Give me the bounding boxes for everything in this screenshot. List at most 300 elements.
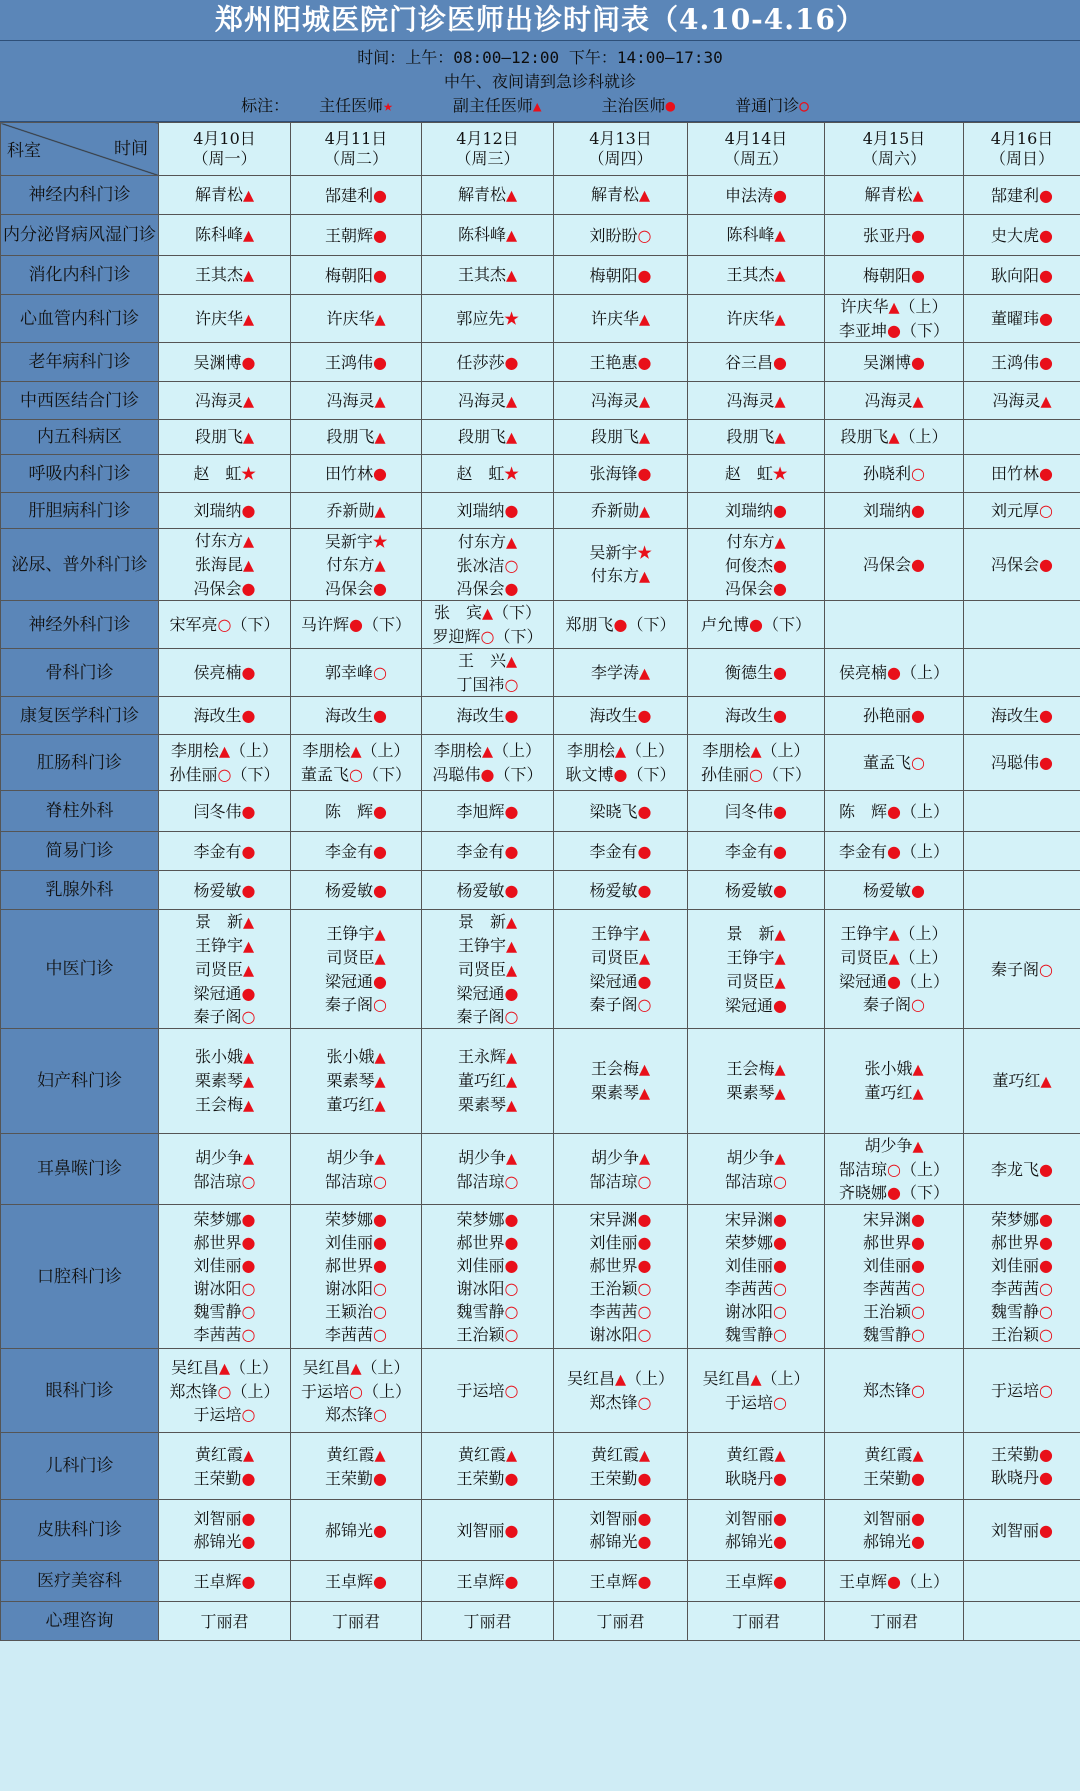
- rank-mark-icon: ●: [1039, 1209, 1053, 1229]
- doctor-entry: 吴红昌▲（上）: [302, 1357, 410, 1377]
- rank-mark-icon: ▲: [505, 187, 518, 204]
- doctor-entry: 田竹林●: [991, 464, 1053, 483]
- doctor-entry: 解青松▲: [457, 185, 518, 204]
- rank-mark-icon: ○: [349, 1381, 363, 1401]
- day-weekday: （周四）: [588, 149, 653, 168]
- schedule-cell: [422, 493, 554, 529]
- schedule-cell: [688, 1134, 825, 1205]
- schedule-cell: [964, 910, 1080, 1029]
- rank-mark-icon: ▲: [638, 664, 651, 682]
- schedule-cell: [688, 455, 825, 493]
- rank-mark-icon: ▲: [242, 1149, 255, 1167]
- schedule-cell: [159, 176, 291, 215]
- rank-mark-icon: ▲: [374, 502, 386, 520]
- doctor-entry: 郜建利●: [991, 185, 1053, 205]
- doctor-entry: 赵 虹★: [724, 464, 788, 483]
- rank-mark-icon: ○: [373, 1278, 387, 1298]
- doctor-entry: 黄红霞▲: [457, 1444, 518, 1464]
- dept-row: [1, 343, 1080, 382]
- doctor-entry: 王荣勤●: [991, 1445, 1053, 1464]
- rank-mark-icon: ▲: [374, 310, 386, 328]
- rank-mark-icon: ▲: [505, 914, 518, 931]
- rank-mark-icon: ●: [241, 706, 256, 725]
- schedule-cell: [291, 1561, 422, 1602]
- doctor-entry: 秦子阁○: [325, 995, 387, 1014]
- doctor-entry: 王朝辉●: [325, 225, 387, 245]
- schedule-cell: [291, 493, 422, 529]
- schedule-cell: [825, 1433, 964, 1500]
- doctor-entry: 冯海灵▲: [326, 390, 386, 410]
- rank-mark-icon: ●: [373, 1571, 387, 1591]
- doctor-entry: 解青松▲: [864, 185, 924, 204]
- doctor-entry: 董巧红▲: [457, 1071, 518, 1090]
- rank-mark-icon: ▲: [242, 429, 255, 446]
- doctor-entry: 王卓辉●: [193, 1571, 256, 1591]
- schedule-cell: [825, 601, 964, 649]
- rank-mark-icon: ●: [887, 321, 901, 340]
- schedule-cell: [688, 1205, 825, 1349]
- rank-mark-icon: ○: [911, 1301, 925, 1321]
- schedule-cell: [291, 1602, 422, 1641]
- doctor-entry: 栗素琴▲: [326, 1071, 386, 1090]
- schedule-cell: [554, 215, 688, 256]
- schedule-cell: [688, 735, 825, 791]
- doctor-entry: 司贤臣▲: [194, 960, 255, 979]
- rank-mark-icon: ▲: [638, 310, 651, 328]
- doctor-entry: 黄红霞▲: [726, 1444, 786, 1464]
- doctor-entry: 孙佳丽○（下）: [169, 765, 280, 784]
- legend-label: 主治医师: [601, 96, 666, 115]
- rank-mark-icon: ●: [241, 1509, 256, 1528]
- schedule-cell: [291, 529, 422, 601]
- doctor-entry: 李茜茜○: [725, 1278, 787, 1298]
- schedule-cell: [422, 1500, 554, 1561]
- doctor-entry: 刘智丽●: [863, 1509, 925, 1528]
- rank-mark-icon: ●: [637, 880, 652, 900]
- schedule-cell: [422, 910, 554, 1029]
- rank-mark-icon: ▲: [638, 429, 651, 446]
- doctor-entry: 张 宾▲（下）: [433, 603, 542, 622]
- schedule-cell: [159, 295, 291, 343]
- doctor-entry: 李学涛▲: [590, 662, 651, 682]
- schedule-cell: [291, 735, 422, 791]
- rank-mark-icon: ▲: [1040, 392, 1052, 410]
- doctor-entry: 梅朝阳●: [863, 265, 925, 285]
- doctor-entry: 王卓辉●: [325, 1571, 387, 1591]
- doctor-entry: 秦子阁○: [456, 1007, 519, 1026]
- rank-mark-icon: ▲: [242, 187, 255, 204]
- doctor-entry: 谢冰阳○: [325, 1278, 387, 1298]
- schedule-cell: [159, 601, 291, 649]
- rank-mark-icon: ○: [911, 464, 925, 483]
- doctor-entry: 梁冠通●: [456, 984, 519, 1003]
- schedule-cell: [554, 1602, 688, 1641]
- rank-mark-icon: ●: [773, 1255, 787, 1275]
- schedule-cell: [688, 601, 825, 649]
- schedule-cell: [422, 1561, 554, 1602]
- rank-mark-icon: ●: [504, 880, 519, 900]
- schedule-cell: [688, 832, 825, 871]
- rank-mark-icon: ○: [504, 675, 519, 694]
- schedule-cell: [159, 735, 291, 791]
- rank-mark-icon: ●: [504, 1571, 519, 1591]
- doctor-entry: 郝锦光●: [325, 1520, 387, 1540]
- doctor-entry: 李金有●: [589, 841, 652, 861]
- schedule-cell: [422, 832, 554, 871]
- rank-mark-icon: ▲: [774, 1446, 786, 1464]
- rank-mark-icon: ●: [1039, 555, 1053, 574]
- schedule-cell: [825, 697, 964, 735]
- doctor-entry: 王治颖○: [456, 1324, 519, 1344]
- schedule-cell: [825, 1500, 964, 1561]
- rank-mark-icon: ●: [773, 706, 787, 725]
- doctor-entry: 于运培○: [456, 1381, 519, 1400]
- rank-mark-icon: ●: [241, 1468, 256, 1488]
- doctor-entry: 田竹林●: [325, 464, 387, 483]
- doctor-entry: 司贤臣▲: [326, 948, 386, 967]
- doctor-entry: 王铮宇▲（上）: [840, 924, 948, 943]
- doctor-entry: 孙艳丽●: [863, 706, 925, 725]
- rank-mark-icon: ▲: [242, 310, 255, 328]
- rank-mark-icon: ▲: [242, 557, 255, 574]
- rank-mark-icon: ▲: [374, 1049, 386, 1066]
- rank-mark-icon: ▲: [912, 187, 924, 204]
- schedule-cell: [422, 649, 554, 697]
- doctor-entry: 魏雪静○: [456, 1301, 519, 1321]
- doctor-entry: 栗素琴▲: [726, 1083, 786, 1102]
- doctor-entry: 荣梦娜●: [456, 1209, 519, 1229]
- schedule-cell: [688, 256, 825, 295]
- doctor-entry: 郝世界●: [863, 1232, 925, 1252]
- rank-mark-icon: ▲: [774, 973, 786, 991]
- doctor-entry: 丁国祎○: [456, 675, 519, 694]
- rank-mark-icon: ○: [373, 1324, 387, 1344]
- schedule-cell: [688, 1029, 825, 1134]
- rank-mark-icon: ▲: [242, 227, 255, 244]
- dept-row: [1, 455, 1080, 493]
- doctor-entry: 谷三昌●: [725, 352, 787, 372]
- doctor-entry: 王其杰▲: [194, 265, 255, 284]
- schedule-cell: [554, 1561, 688, 1602]
- doctor-entry: 栗素琴▲: [457, 1095, 518, 1114]
- doctor-entry: 郝世界●: [589, 1255, 652, 1275]
- doctor-entry: 任莎莎●: [456, 352, 519, 372]
- dept-row: [1, 1349, 1080, 1433]
- doctor-entry: 胡少争▲: [457, 1147, 518, 1167]
- rank-mark-icon: ●: [911, 1468, 925, 1488]
- rank-mark-icon: ▲: [242, 962, 255, 979]
- rank-mark-icon: ●: [773, 352, 787, 372]
- schedule-cell: [964, 735, 1080, 791]
- doctor-entry: 郑朋飞●（下）: [565, 615, 676, 634]
- rank-mark-icon: ○: [637, 995, 652, 1014]
- schedule-cell: [159, 1029, 291, 1134]
- rank-mark-icon: ▲: [614, 743, 627, 760]
- doctor-entry: 景 新▲: [457, 912, 518, 931]
- doctor-entry: 陈科峰▲: [457, 225, 518, 244]
- rank-mark-icon: ▲: [638, 950, 651, 967]
- doctor-entry: 付东方▲: [326, 554, 386, 574]
- dept-name-cell: 耳鼻喉门诊: [1, 1134, 159, 1205]
- legend-mark-icon: ○: [799, 96, 809, 115]
- doctor-entry: 耿文博●（下）: [565, 765, 676, 784]
- schedule-cell: [422, 256, 554, 295]
- doctor-entry: 冯保会●: [991, 555, 1053, 574]
- rank-mark-icon: ▲: [638, 1446, 651, 1464]
- rank-mark-icon: ▲: [218, 743, 231, 760]
- schedule-cell: [688, 420, 825, 455]
- doctor-entry: 冯保会●: [193, 579, 256, 598]
- doctor-entry: 刘瑞纳●: [193, 501, 256, 520]
- rank-mark-icon: ▲: [774, 925, 786, 943]
- schedule-cell: [825, 529, 964, 601]
- doctor-entry: 王荣勤●: [863, 1468, 925, 1488]
- dept-name-cell: 乳腺外科: [1, 871, 159, 910]
- doctor-entry: 刘智丽●: [193, 1509, 256, 1528]
- schedule-cell: [964, 649, 1080, 697]
- schedule-cell: [825, 791, 964, 832]
- rank-mark-icon: ●: [911, 1232, 925, 1252]
- doctor-entry: 耿向阳●: [991, 265, 1053, 285]
- schedule-cell: [825, 382, 964, 420]
- schedule-cell: [554, 1500, 688, 1561]
- rank-mark-icon: ▲: [505, 938, 518, 955]
- schedule-cell: [422, 215, 554, 256]
- rank-mark-icon: ▲: [774, 533, 786, 551]
- schedule-cell: [554, 791, 688, 832]
- doctor-entry: 付东方▲: [457, 531, 518, 551]
- doctor-entry: 耿晓丹●: [991, 1468, 1053, 1487]
- doctor-entry: 刘智丽●: [725, 1509, 787, 1528]
- doctor-entry: 谢冰阳○: [725, 1301, 787, 1321]
- doctor-entry: 段朋飞▲: [194, 427, 255, 446]
- doctor-entry: 郝世界●: [991, 1232, 1053, 1252]
- rank-mark-icon: ▲: [638, 568, 651, 585]
- day-date: 4月11日: [324, 129, 388, 148]
- rank-mark-icon: ●: [373, 1209, 387, 1229]
- rank-mark-icon: ●: [241, 1255, 256, 1275]
- rank-mark-icon: ▲: [912, 392, 924, 410]
- doctor-entry: 郜建利●: [325, 185, 387, 205]
- doctor-entry: 梁冠通●: [193, 984, 256, 1003]
- rank-mark-icon: ●: [373, 464, 387, 483]
- rank-mark-icon: ▲: [505, 1049, 518, 1066]
- doctor-entry: 丁丽君: [331, 1611, 380, 1631]
- rank-mark-icon: ○: [887, 1160, 901, 1179]
- rank-mark-icon: ▲: [774, 267, 786, 284]
- rank-mark-icon: ○: [773, 1393, 787, 1412]
- rank-mark-icon: ●: [887, 1571, 901, 1591]
- dept-row: [1, 871, 1080, 910]
- doctor-entry: 杨爱敏●: [325, 880, 387, 900]
- doctor-entry: 梁冠通●（上）: [839, 972, 949, 991]
- rank-mark-icon: ●: [1039, 706, 1053, 725]
- schedule-cell: [422, 601, 554, 649]
- schedule-cell: [422, 1602, 554, 1641]
- schedule-cell: [825, 871, 964, 910]
- schedule-cell: [825, 1349, 964, 1433]
- doctor-entry: 王鸿伟●: [991, 352, 1053, 372]
- doctor-entry: 董巧红▲: [864, 1083, 924, 1102]
- schedule-cell: [159, 455, 291, 493]
- schedule-cell: [554, 832, 688, 871]
- dept-row: [1, 420, 1080, 455]
- rank-mark-icon: ●: [749, 615, 763, 634]
- doctor-entry: 罗迎辉○（下）: [432, 627, 543, 646]
- doctor-entry: 许庆华▲: [326, 308, 386, 328]
- rank-mark-icon: ▲: [242, 267, 255, 284]
- legend-label: 副主任医师: [452, 96, 533, 115]
- doctor-entry: 冯聪伟●（下）: [432, 765, 543, 784]
- schedule-cell: [964, 1602, 1080, 1641]
- doctor-entry: 王治颖○: [991, 1324, 1053, 1344]
- doctor-entry: 刘瑞纳●: [725, 501, 787, 520]
- doctor-entry: 李茜茜○: [991, 1278, 1053, 1298]
- doctor-entry: 李金有●（上）: [839, 841, 949, 861]
- schedule-cell: [291, 420, 422, 455]
- rank-mark-icon: ●: [504, 1232, 519, 1252]
- rank-mark-icon: ▲: [888, 299, 900, 316]
- schedule-cell: [422, 295, 554, 343]
- rank-mark-icon: ○: [504, 1278, 519, 1298]
- rank-mark-icon: ○: [504, 555, 519, 575]
- dept-column-label: 科室: [7, 141, 41, 161]
- doctor-entry: 海改生●: [325, 706, 387, 725]
- rank-mark-icon: ○: [1039, 1381, 1053, 1400]
- doctor-entry: 魏雪静○: [193, 1301, 256, 1321]
- schedule-cell: [964, 1500, 1080, 1561]
- schedule-cell: [688, 382, 825, 420]
- rank-mark-icon: ●: [1039, 309, 1053, 328]
- schedule-cell: [422, 455, 554, 493]
- schedule-cell: [554, 529, 688, 601]
- day-date: 4月14日: [724, 129, 788, 148]
- dept-row: [1, 529, 1080, 601]
- doctor-entry: 王卓辉●: [725, 1571, 787, 1591]
- doctor-entry: 杨爱敏●: [193, 880, 256, 900]
- schedule-cell: [159, 697, 291, 735]
- doctor-entry: 郝世界●: [325, 1255, 387, 1275]
- rank-mark-icon: ▲: [242, 938, 255, 955]
- doctor-entry: 张小娥▲: [194, 1047, 255, 1066]
- doctor-entry: 王铮宇▲: [590, 924, 651, 943]
- rank-mark-icon: ●: [504, 1520, 519, 1540]
- rank-mark-icon: ●: [911, 352, 925, 372]
- rank-mark-icon: ●: [373, 1468, 387, 1488]
- schedule-cell: [554, 493, 688, 529]
- schedule-cell: [554, 601, 688, 649]
- doctor-entry: 王永辉▲: [457, 1047, 518, 1066]
- rank-mark-icon: ●: [241, 880, 256, 900]
- doctor-entry: 李朋桧▲（上）: [566, 741, 675, 760]
- schedule-cell: [422, 382, 554, 420]
- dept-row: [1, 1500, 1080, 1561]
- schedule-cell: [422, 343, 554, 382]
- doctor-entry: 刘智丽●: [456, 1520, 519, 1540]
- schedule-cell: [964, 697, 1080, 735]
- schedule-cell: [554, 256, 688, 295]
- schedule-cell: [422, 735, 554, 791]
- rank-mark-icon: ●: [373, 801, 387, 821]
- rank-mark-icon: ●: [504, 984, 519, 1003]
- doctor-entry: 段朋飞▲: [326, 427, 386, 446]
- doctor-entry: 吴红昌▲（上）: [170, 1357, 279, 1377]
- schedule-cell: [291, 791, 422, 832]
- doctor-entry: 刘佳丽●: [456, 1255, 519, 1275]
- doctor-entry: 司贤臣▲: [726, 971, 786, 991]
- doctor-entry: 魏雪静○: [863, 1324, 925, 1344]
- doctor-entry: 付东方▲: [194, 531, 255, 550]
- rank-mark-icon: ●: [373, 225, 387, 245]
- rank-mark-icon: ●: [887, 841, 901, 861]
- rank-mark-icon: ○: [637, 1301, 652, 1321]
- header-row: [1, 123, 1080, 176]
- doctor-entry: 司贤臣▲: [457, 960, 518, 979]
- doctor-entry: 孙佳丽○（下）: [701, 765, 811, 784]
- schedule-cell: [554, 1205, 688, 1349]
- doctor-entry: 胡少争▲: [590, 1147, 651, 1167]
- doctor-entry: 郝锦光●: [193, 1532, 256, 1551]
- rank-mark-icon: ▲: [242, 533, 255, 550]
- schedule-cell: [688, 215, 825, 256]
- schedule-cell: [291, 871, 422, 910]
- rank-mark-icon: ●: [504, 578, 519, 598]
- doctor-entry: 陈 辉●: [325, 801, 387, 821]
- schedule-cell: [159, 529, 291, 601]
- doctor-entry: 郝世界●: [456, 1232, 519, 1252]
- rank-mark-icon: ○: [637, 1393, 652, 1412]
- rank-mark-icon: ●: [504, 1209, 519, 1229]
- schedule-cell: [291, 832, 422, 871]
- schedule-info: [0, 41, 1080, 122]
- doctor-entry: 黄红霞▲: [590, 1444, 651, 1464]
- doctor-entry: 丁丽君: [596, 1611, 645, 1631]
- emergency-note: 中午、夜间请到急诊科就诊: [443, 72, 636, 91]
- rank-mark-icon: ●: [637, 1232, 652, 1252]
- doctor-entry: 王颖治○: [325, 1301, 387, 1321]
- rank-mark-icon: ○: [1039, 959, 1053, 979]
- doctor-entry: 冯海灵▲: [992, 390, 1052, 410]
- rank-mark-icon: ○: [373, 1301, 387, 1321]
- doctor-entry: 王其杰▲: [726, 265, 786, 284]
- doctor-entry: 王会梅▲: [194, 1095, 255, 1114]
- dept-name-cell: 内分泌肾病风湿门诊: [1, 215, 159, 256]
- rank-mark-icon: ▲: [242, 1049, 255, 1066]
- dept-row: [1, 1134, 1080, 1205]
- doctor-entry: 宋异渊●: [725, 1209, 787, 1229]
- day-weekday: （周五）: [723, 149, 788, 168]
- schedule-cell: [825, 455, 964, 493]
- rank-mark-icon: ○: [1039, 1301, 1053, 1321]
- rank-mark-icon: ○: [1039, 501, 1053, 520]
- doctor-entry: 郜洁琼○: [456, 1171, 519, 1191]
- doctor-entry: 于运培○: [991, 1381, 1053, 1400]
- schedule-cell: [825, 420, 964, 455]
- rank-mark-icon: ○: [637, 1278, 652, 1298]
- schedule-cell: [964, 1561, 1080, 1602]
- rank-mark-icon: ●: [637, 1509, 652, 1528]
- header-corner-cell: [1, 123, 159, 176]
- dept-row: [1, 215, 1080, 256]
- doctor-entry: 李金有●: [325, 841, 387, 861]
- rank-mark-icon: ○: [217, 765, 232, 784]
- rank-mark-icon: ●: [1039, 265, 1053, 285]
- rank-mark-icon: ●: [1039, 225, 1053, 245]
- rank-mark-icon: ▲: [638, 502, 651, 520]
- doctor-entry: 海改生●: [589, 706, 652, 725]
- doctor-entry: 郜洁琼○（上）: [839, 1160, 949, 1179]
- rank-mark-icon: ○: [241, 1324, 256, 1344]
